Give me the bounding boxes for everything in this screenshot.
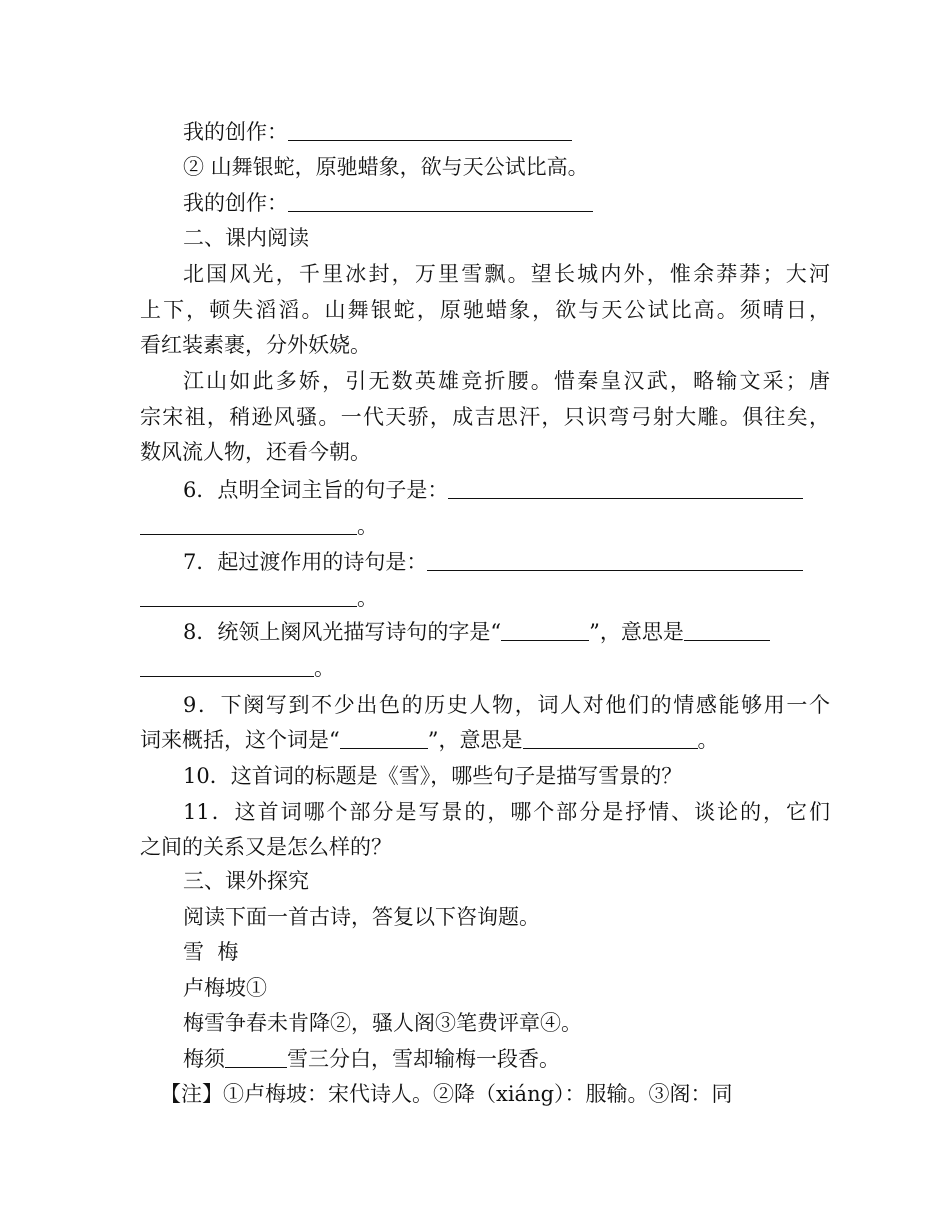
creation-label: 我的创作： (183, 120, 288, 144)
section-heading-2: 二、课内阅读 (183, 226, 309, 250)
question-6 (183, 472, 830, 508)
answer-blank[interactable] (288, 189, 593, 212)
answer-blank[interactable] (225, 1045, 287, 1068)
section-heading-3: 三、课外探究 (183, 869, 309, 893)
poem-text-line: 江山如此多娇，引无数英雄竞折腰。惜秦皇汉武，略输文采；唐 (183, 369, 830, 393)
poem-text-line: 上下，顿失滔滔。山舞银蛇，原驰蜡象，欲与天公试比高。须晴日， (140, 298, 830, 322)
answer-blank[interactable] (523, 726, 698, 749)
answer-blank[interactable] (448, 476, 803, 499)
question-6-cont: 。 (140, 508, 830, 544)
question-text: 6．点明全词主旨的句子是： (183, 478, 449, 502)
poem-line-1: 梅雪争春未肯降②，骚人阁③笔费评章④。 (183, 1011, 582, 1035)
footnote: 【注】①卢梅坡：宋代诗人。②降（xiáng）：服输。③阁：同 (160, 1082, 733, 1106)
poem-text-line: 宗宋祖，稍逊风骚。一代天骄，成吉思汗，只识弯弓射大雕。俱往矣， (140, 405, 830, 429)
question-text: 7．起过渡作用的诗句是： (183, 550, 428, 574)
poem-line-2: 梅须 雪三分白，雪却输梅一段香。 (183, 1047, 560, 1071)
answer-blank[interactable] (140, 584, 357, 607)
answer-blank[interactable] (684, 618, 770, 641)
answer-blank[interactable] (140, 654, 314, 677)
question-11-cont: 之间的关系又是怎么样的？ (140, 835, 392, 859)
question-7 (183, 544, 830, 580)
question-7-cont: 。 (140, 580, 830, 616)
answer-blank[interactable] (288, 118, 572, 141)
poem-title: 雪 梅 (183, 940, 239, 964)
instruction-text: 阅读下面一首古诗，答复以下咨询题。 (183, 905, 540, 929)
poem-author: 卢梅坡① (183, 976, 267, 1000)
example-line-2: ② 山舞银蛇，原驰蜡象，欲与天公试比高。 (183, 155, 589, 179)
poem-text-line: 北国风光，千里冰封，万里雪飘。望长城内外，惟余莽莽；大河 (183, 262, 830, 286)
question-8: 8．统领上阕风光描写诗句的字是“ ”，意思是 (183, 614, 830, 650)
answer-blank[interactable] (340, 726, 428, 749)
creation-line-2 (183, 185, 830, 221)
answer-blank[interactable] (140, 512, 357, 535)
answer-blank[interactable] (501, 618, 589, 641)
poem-text-line: 看红装素裹，分外妖娆。 (140, 333, 371, 357)
creation-label: 我的创作： (183, 191, 288, 215)
creation-line-1 (183, 114, 830, 150)
answer-blank[interactable] (427, 548, 803, 571)
question-11: 11．这首词哪个部分是写景的，哪个部分是抒情、谈论的，它们 (183, 800, 830, 824)
question-10: 10．这首词的标题是《雪》，哪些句子是描写雪景的？ (183, 764, 683, 788)
question-text: 8．统领上阕风光描写诗句的字是“ (183, 620, 502, 644)
question-9: 9．下阕写到不少出色的历史人物，词人对他们的情感能够用一个 (183, 693, 830, 717)
question-9-cont: 词来概括，这个词是“ ”，意思是 。 (140, 728, 719, 752)
question-8-cont: 。 (140, 650, 830, 686)
poem-text-line: 数风流人物，还看今朝。 (140, 440, 371, 464)
